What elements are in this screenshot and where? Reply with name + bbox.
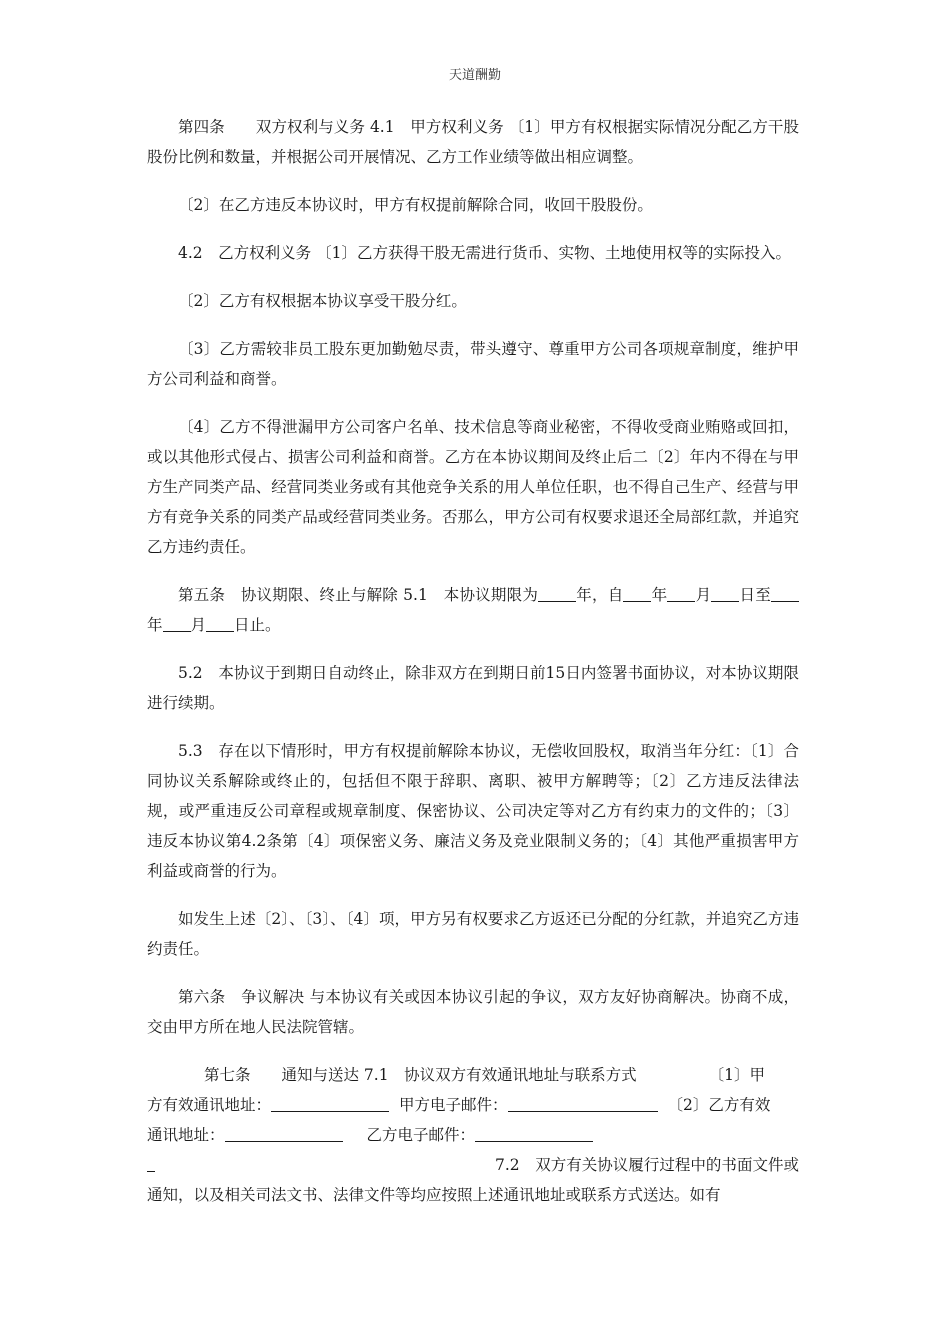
clause-5-2: 5.2 本协议于到期日自动终止，除非双方在到期日前15日内签署书面协议，对本协议期限进行续期。 [147,664,799,712]
blank-line [538,585,576,602]
blank-line [771,585,799,602]
address-a-blank [271,1095,389,1112]
address-b-blank [225,1125,343,1142]
email-a-blank [508,1095,658,1112]
clause-5-3-followup: 如发生上述〔2〕、〔3〕、〔4〕项，甲方另有权要求乙方返还已分配的分红款，并追究乙方违约责任。 [147,910,799,958]
blank-line [206,615,234,632]
blank-line [163,615,191,632]
document-body [147,112,799,1210]
blank-line [667,585,695,602]
clause-4-2-4: 〔4〕乙方不得泄漏甲方公司客户名单、技术信息等商业秘密，不得收受商业贿赂或回扣，或以其他形式侵占、损害公司利益和商誉。乙方在本协议期间及终止后二〔2〕年内不得在与甲方生产同类产品、经营同类业务或有其他竞争关系的用人单位任职，也不得自己生产、经营与甲方有竞争关系的同类产品或经营同类业务。否那么，甲方公司有权要求退还全局部红款，并追究乙方违约责任。 [147,418,799,556]
article-6-paragraph: 第六条 争议解决 与本协议有关或因本协议引起的争议，双方友好协商解决。协商不成，交由甲方所在地人民法院管辖。 [147,988,799,1036]
clause-4-2-2: 〔2〕乙方有权根据本协议享受干股分红。 [178,292,467,310]
article-5-paragraph: 第五条 协议期限、终止与解除 5.1 本协议期限为 年，自 年 月 日至年 月 日止。 [147,580,799,640]
email-b-blank [475,1125,593,1142]
blank-line [711,585,739,602]
article-4-paragraph: 第四条 双方权利与义务 4.1 甲方权利义务 〔1〕甲方有权根据实际情况分配乙方干股股份比例和数量，并根据公司开展情况、乙方工作业绩等做出相应调整。 [147,118,799,166]
clause-4-2-3: 〔3〕乙方需较非员工股东更加勤勉尽责，带头遵守、尊重甲方公司各项规章制度，维护甲方公司利益和商誉。 [147,340,799,388]
page-header: 天道酬勤 [448,68,501,83]
clause-4-2-1: 4.2 乙方权利义务 〔1〕乙方获得干股无需进行货币、实物、土地使用权等的实际投入。 [178,244,791,262]
blank-line [623,585,651,602]
clause-5-3: 5.3 存在以下情形时，甲方有权提前解除本协议，无偿收回股权，取消当年分红：〔1〕合同协议关系解除或终止的，包括但不限于辞职、离职、被甲方解聘等；〔2〕乙方违反法律法规，或严重违反公司章程或规章制度、保密协议、公司决定等对乙方有约束力的文件的；〔3〕违反本协议第4.2条第〔4〕项保密义务、廉洁义务及竞业限制义务的；〔4〕其他严重损害甲方利益或商誉的行为。 [147,742,799,880]
clause-4-1-2: 〔2〕在乙方违反本协议时，甲方有权提前解除合同，收回干股股份。 [178,196,653,214]
article-7-paragraph: 第七条 通知与送达 7.1 协议双方有效通讯地址与联系方式 〔1〕甲 方有效通讯地址： 甲方电子邮件： 〔2〕乙方有效 通讯地址： 乙方电子邮件： 7.2 双方有关协议履行过程中的书面文件或通知，以及相关司法文书、法律文件等均应按照上述通讯地址或联系方式送达。如有 [147,1066,799,1204]
